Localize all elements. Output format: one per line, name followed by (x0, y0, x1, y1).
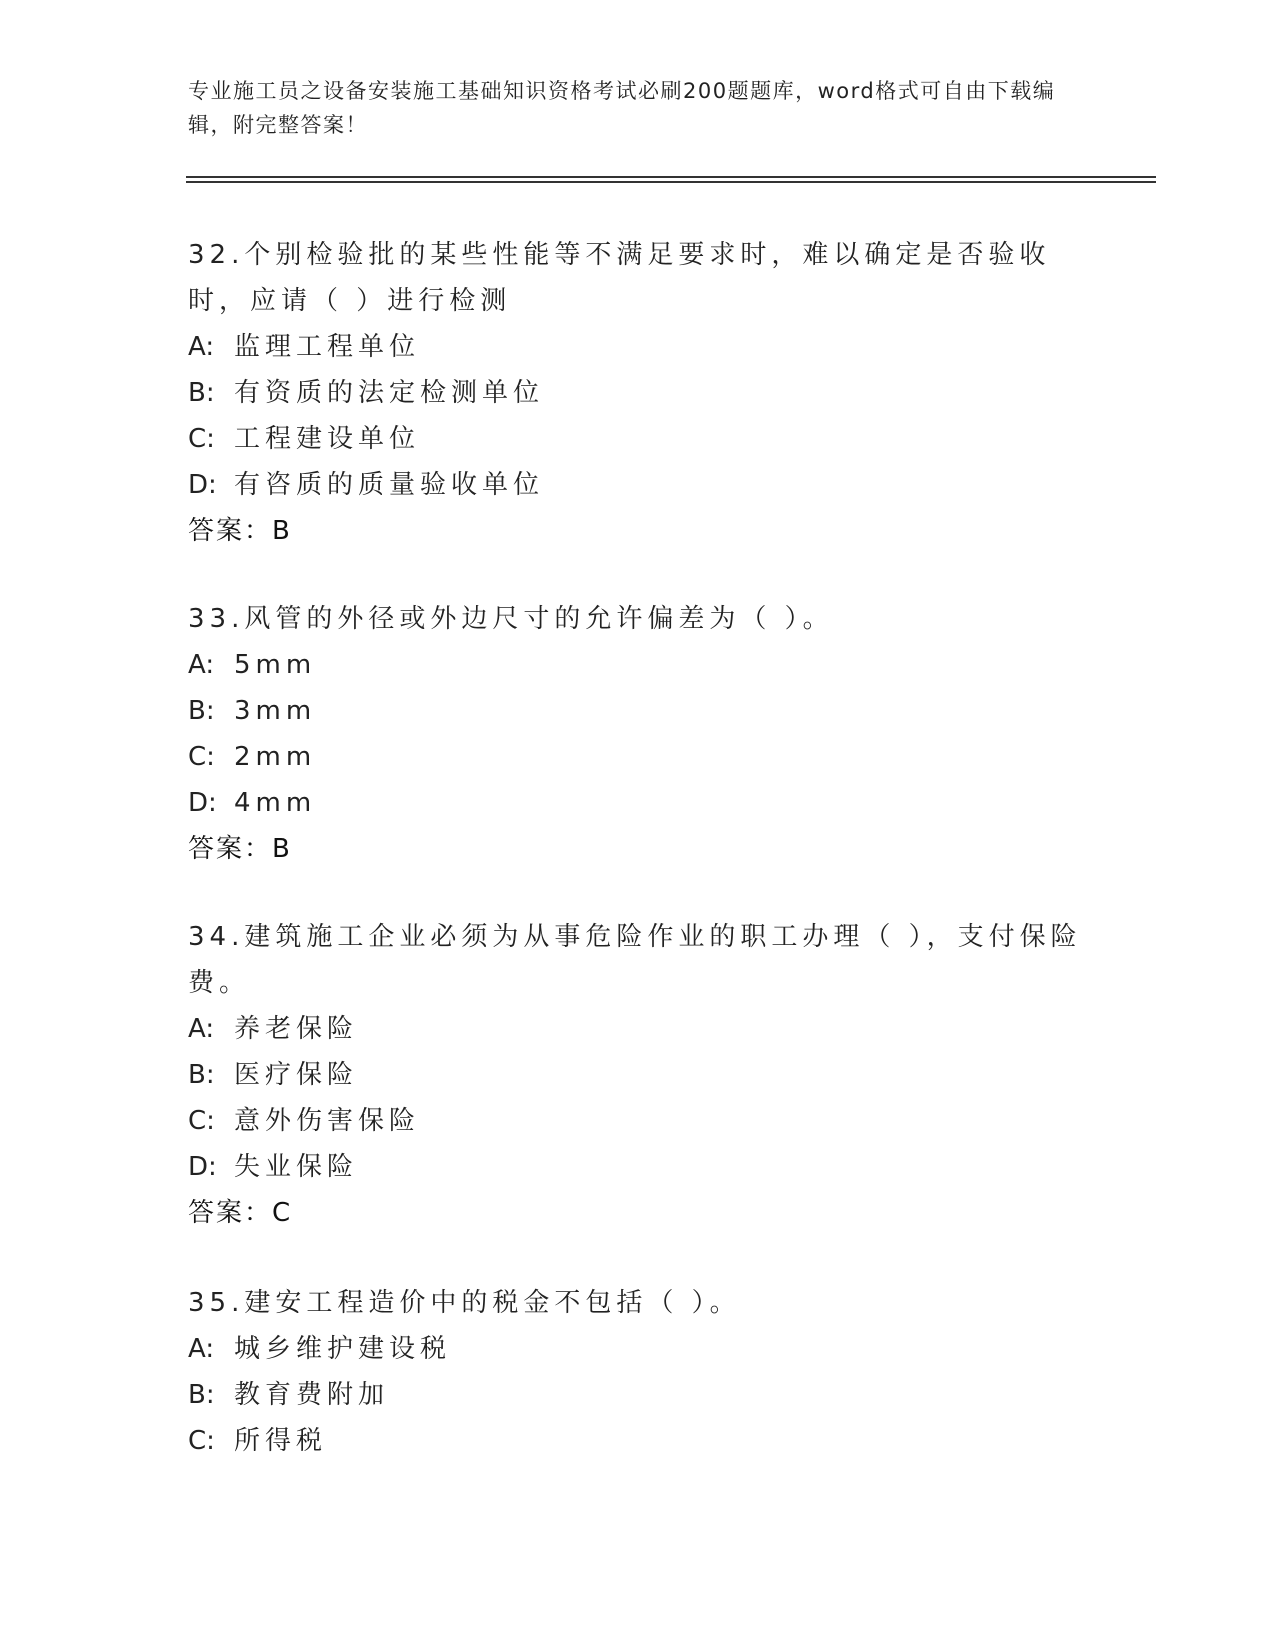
option-text: 5mm (234, 650, 317, 680)
option-label: D: (188, 470, 217, 500)
option-a (188, 1326, 1088, 1372)
option-a (188, 324, 1088, 370)
answer-text: 答案：C (188, 1198, 293, 1228)
option-label: D: (188, 788, 217, 818)
header-divider-bottom (186, 181, 1156, 183)
option-label: B: (188, 696, 215, 726)
question-34 (188, 914, 1088, 1236)
option-label: B: (188, 1380, 215, 1410)
option-c (188, 1098, 1088, 1144)
option-text: 有咨质的质量验收单位 (234, 470, 545, 500)
option-label: B: (188, 378, 215, 408)
question-text: 35.建安工程造价中的税金不包括（ ）。 (188, 1288, 741, 1318)
option-label: A: (188, 1334, 215, 1364)
option-label: A: (188, 332, 215, 362)
option-d (188, 1144, 1088, 1190)
option-text: 失业保险 (234, 1152, 359, 1182)
option-b (188, 370, 1088, 416)
header-title: 专业施工员之设备安装施工基础知识资格考试必刷200题题库，word格式可自由下载编辑，附完整答案！ (188, 79, 1056, 137)
option-text: 2mm (234, 742, 317, 772)
question-35 (188, 1280, 1088, 1464)
option-text: 监理工程单位 (234, 332, 421, 362)
option-text: 4mm (234, 788, 317, 818)
document-header (188, 74, 1088, 142)
option-c (188, 734, 1088, 780)
option-b (188, 1052, 1088, 1098)
question-33 (188, 596, 1088, 872)
option-text: 养老保险 (234, 1014, 359, 1044)
question-text: 34.建筑施工企业必须为从事危险作业的职工办理（ ），支付保险费。 (188, 922, 1082, 998)
option-label: A: (188, 650, 215, 680)
option-text: 医疗保险 (234, 1060, 359, 1090)
question-32 (188, 232, 1088, 554)
option-d (188, 462, 1088, 508)
option-text: 意外伤害保险 (234, 1106, 421, 1136)
option-text: 工程建设单位 (234, 424, 421, 454)
answer-text: 答案：B (188, 834, 292, 864)
option-text: 3mm (234, 696, 317, 726)
option-text: 城乡维护建设税 (234, 1334, 452, 1364)
option-label: D: (188, 1152, 217, 1182)
option-label: C: (188, 1106, 215, 1136)
option-a (188, 642, 1088, 688)
option-label: C: (188, 424, 215, 454)
option-c (188, 416, 1088, 462)
option-text: 教育费附加 (234, 1380, 390, 1410)
option-label: C: (188, 1426, 215, 1456)
option-label: C: (188, 742, 215, 772)
option-b (188, 1372, 1088, 1418)
header-divider-top (186, 176, 1156, 178)
option-d (188, 780, 1088, 826)
question-text: 32.个别检验批的某些性能等不满足要求时，难以确定是否验收时，应请（ ）进行检测 (188, 240, 1051, 316)
answer-text: 答案：B (188, 516, 292, 546)
option-a (188, 1006, 1088, 1052)
option-label: A: (188, 1014, 215, 1044)
option-c (188, 1418, 1088, 1464)
option-text: 有资质的法定检测单位 (234, 378, 545, 408)
option-label: B: (188, 1060, 215, 1090)
option-text: 所得税 (234, 1426, 328, 1456)
option-b (188, 688, 1088, 734)
question-text: 33.风管的外径或外边尺寸的允许偏差为（ ）。 (188, 604, 834, 634)
